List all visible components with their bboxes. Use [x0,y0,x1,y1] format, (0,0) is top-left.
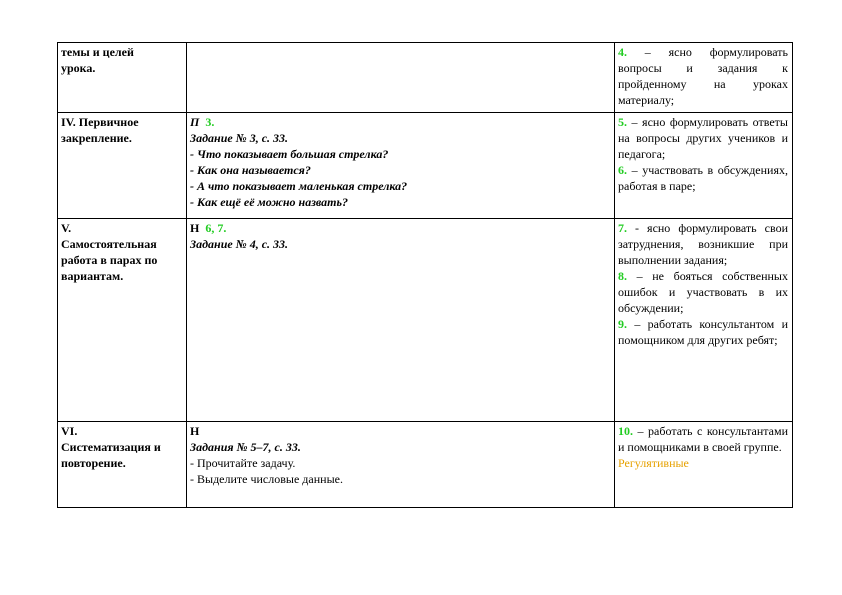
stage-line: урока. [61,61,96,75]
question-line: - Как она называется? [190,163,311,177]
outcome-item [618,45,788,107]
outcome-number: 6. [618,163,627,177]
question-line: - Как ещё её можно назвать? [190,195,348,209]
outcome-text: – работать консультантом и помощником для других ребят; [618,317,788,347]
outcome-text: – ясно формулировать ответы на вопросы других учеников и педагога; [618,115,788,161]
outcome-item [618,162,788,194]
stage-cell [58,219,187,422]
stage-line: работа в парах по [61,253,158,267]
activity-marker: П [190,115,200,129]
task-reference: Задания № 5–7, с. 33. [190,440,301,454]
outcome-text: – не бояться собственных ошибок и участвовать в их обсуждении; [618,269,788,315]
section-label: Регулятивные [618,456,689,470]
outcome-number: 9. [618,317,627,331]
outcome-text: – работать с консультантами и помощниками в своей группе. [618,424,788,454]
stage-cell [58,113,187,219]
outcome-number: 5. [618,115,627,129]
outcome-number: 4. [618,45,627,59]
outcome-number: 8. [618,269,627,283]
instruction-line: - Прочитайте задачу. [190,456,296,470]
outcome-text: - ясно формулировать свои затруднения, возникшие при выполнении задания; [618,221,788,267]
outcomes-cell [615,422,793,508]
task-reference: Задание № 4, с. 33. [190,237,289,251]
table-row [58,113,793,219]
outcome-number: 7. [618,221,627,235]
activity-number: 6, 7. [205,221,227,235]
outcomes-cell [615,113,793,219]
question-line: - Что показывает большая стрелка? [190,147,389,161]
table-row [58,43,793,113]
outcome-item [618,114,788,162]
activity-header [190,220,610,236]
outcomes-cell [615,219,793,422]
stage-line: закрепление. [61,131,132,145]
outcomes-cell [615,43,793,113]
activity-cell [187,219,615,422]
stage-cell [58,422,187,508]
activity-header [190,114,610,130]
stage-line: VI. [61,424,78,438]
outcome-item [618,423,788,455]
instruction-line: - Выделите числовые данные. [190,472,343,486]
task-reference: Задание № 3, с. 33. [190,131,289,145]
outcome-item [618,316,788,348]
stage-line: Самостоятельная [61,237,157,251]
activity-marker: Н [190,424,200,438]
outcome-text: – ясно формулировать вопросы и задания к пройденному на уроках материалу; [618,45,788,107]
outcome-item [618,268,788,316]
stage-line: повторение. [61,456,126,470]
question-line: - А что показывает маленькая стрелка? [190,179,408,193]
outcome-text: – участвовать в обсуждениях, работая в паре; [618,163,788,193]
stage-line: вариантам. [61,269,124,283]
stage-line: Систематизация и [61,440,161,454]
outcome-item [618,220,788,268]
stage-line: IV. Первичное [61,115,139,129]
table-row [58,422,793,508]
stage-line: темы и целей [61,45,134,59]
stage-cell [58,43,187,113]
stage-line: V. [61,221,72,235]
activity-marker: Н [190,221,200,235]
activity-cell [187,113,615,219]
outcome-number: 10. [618,424,633,438]
activity-cell [187,422,615,508]
activity-number: 3. [205,115,215,129]
table-row [58,219,793,422]
lesson-plan-table [57,42,793,508]
activity-cell [187,43,615,113]
